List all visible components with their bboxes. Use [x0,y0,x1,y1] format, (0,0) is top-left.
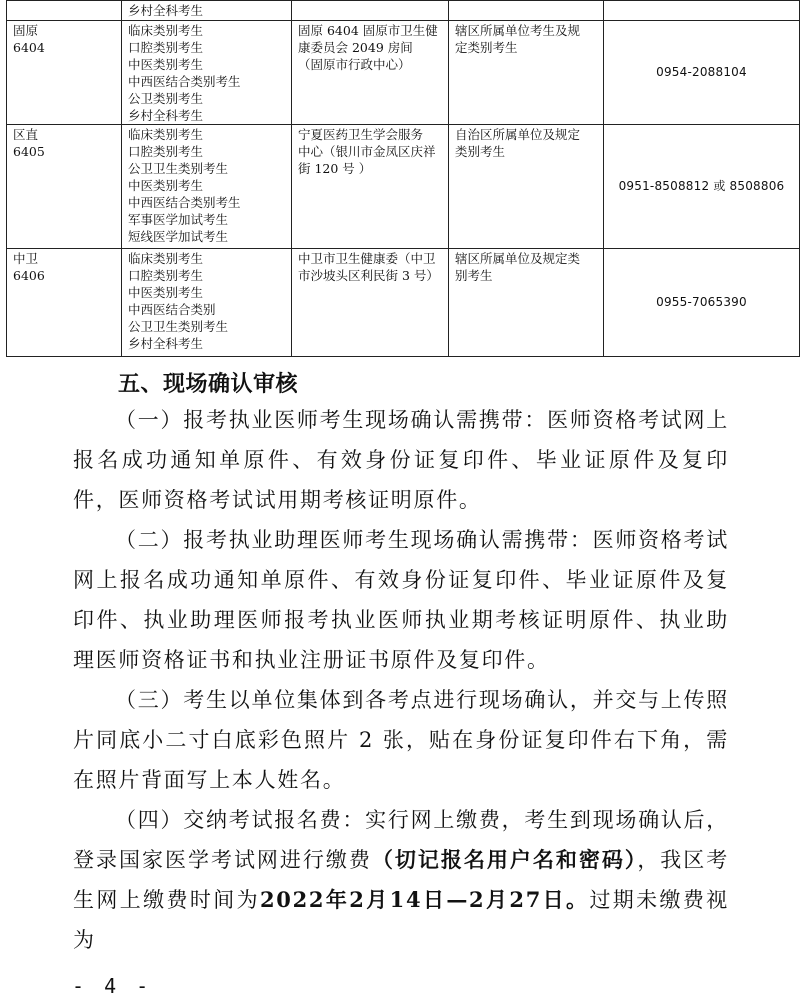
location-line: 康委员会 2049 房间 [298,40,413,55]
location-cell [292,249,449,357]
paragraph-4-emphasis-reminder: （切记报名用户名和密码） [371,847,638,872]
categories-line: 口腔类别考生 [128,40,204,55]
phone-number: 0955-7065390 [656,295,747,309]
categories-cell [122,249,292,357]
scope-cell [449,1,604,21]
categories-line: 口腔类别考生 [128,268,204,283]
paragraph-4 [73,800,729,960]
table-row [7,21,800,125]
location-line: 街 120 号 ） [298,161,372,176]
location-line: （固原市行政中心） [298,57,411,72]
paragraph-4-text-e: 过期未缴费视为 [73,888,730,952]
area-line: 固原 [13,23,39,38]
location-line: 中心（银川市金凤区庆祥 [298,144,436,159]
scope-cell [449,125,604,249]
paragraph-3: （三）考生以单位集体到各考点进行现场确认，并交与上传照片同底小二寸白底彩色照片 2 张，贴在身份证复印件右下角，需在照片背面写上本人姓名。 [73,688,729,792]
categories-line: 中医类别考生 [128,57,204,72]
scope-line: 自治区所属单位及规定 [455,127,581,142]
categories-line: 乡村全科考生 [128,108,204,123]
area-line: 区直 [13,127,39,142]
phone-cell [604,125,800,249]
categories-line: 口腔类别考生 [128,144,204,159]
categories-line: 短线医学加试考生 [128,229,229,244]
categories-line: 临床类别考生 [128,251,204,266]
categories-line: 中医类别考生 [128,178,204,193]
area-line: 6406 [13,268,45,283]
area-cell [7,1,122,21]
section-heading: 五、现场确认审核 [118,372,299,397]
categories-line: 公卫卫生类别考生 [128,161,229,176]
phone-cell [604,1,800,21]
location-cell [292,21,449,125]
categories-line: 中西医结合类别考生 [128,74,241,89]
phone-cell [604,21,800,125]
area-cell [7,21,122,125]
area-line: 6405 [13,144,45,159]
scope-line: 定类别考生 [455,40,518,55]
categories-line: 中西医结合类别 [128,302,216,317]
categories-cell [122,125,292,249]
categories-line: 乡村全科考生 [128,336,204,351]
area-line: 6404 [13,40,45,55]
table-row [7,125,800,249]
location-cell [292,1,449,21]
location-cell [292,125,449,249]
categories-line: 乡村全科考生 [128,3,204,18]
area-cell [7,249,122,357]
scope-line: 辖区所属单位及规定类 [455,251,581,266]
table-row [7,1,800,21]
categories-line: 中医类别考生 [128,285,204,300]
location-line: 固原 6404 固原市卫生健 [298,23,438,38]
page-number: - 4 - [72,974,153,998]
scope-cell [449,21,604,125]
paragraph-2: （二）报考执业助理医师考生现场确认需携带：医师资格考试网上报名成功通知单原件、有效身份证复印件、毕业证原件及复印件、执业助理医师报考执业医师执业期考核证明原件、执业助理医师资格证书和执业注册证书原件及复印件。 [73,528,729,672]
categories-cell [122,1,292,21]
categories-cell [122,21,292,125]
paragraph-4-text-c: ，我区考生网上缴费时间为 [73,848,729,912]
area-line: 中卫 [13,251,39,266]
phone-number: 0951-8508812 或 8508806 [618,179,785,193]
paragraph-4-emphasis-dates: 2022年2月14日—2月27日。 [260,887,590,912]
phone-cell [604,249,800,357]
location-line: 宁夏医药卫生学会服务 [298,127,424,142]
paragraph-1: （一）报考执业医师考生现场确认需携带：医师资格考试网上报名成功通知单原件、有效身份证复印件、毕业证原件及复印件，医师资格考试试用期考核证明原件。 [73,408,729,512]
scope-line: 类别考生 [455,144,506,159]
location-line: 中卫市卫生健康委（中卫 [298,251,436,266]
table-row [7,249,800,357]
categories-line: 临床类别考生 [128,23,204,38]
area-cell [7,125,122,249]
paragraph-4-text-a: （四）交纳考试报名费：实行网上缴费，考生到现场确认后，登录国家医学考试网进行缴费 [73,808,729,872]
categories-line: 军事医学加试考生 [128,212,229,227]
categories-line: 中西医结合类别考生 [128,195,241,210]
scope-cell [449,249,604,357]
categories-line: 临床类别考生 [128,127,204,142]
scope-line: 别考生 [455,268,493,283]
scope-line: 辖区所属单位考生及规 [455,23,581,38]
categories-line: 公卫卫生类别考生 [128,319,229,334]
confirmation-site-table [6,0,800,357]
categories-line: 公卫类别考生 [128,91,204,106]
location-line: 市沙坡头区利民街 3 号） [298,268,439,283]
phone-number: 0954-2088104 [656,65,747,79]
